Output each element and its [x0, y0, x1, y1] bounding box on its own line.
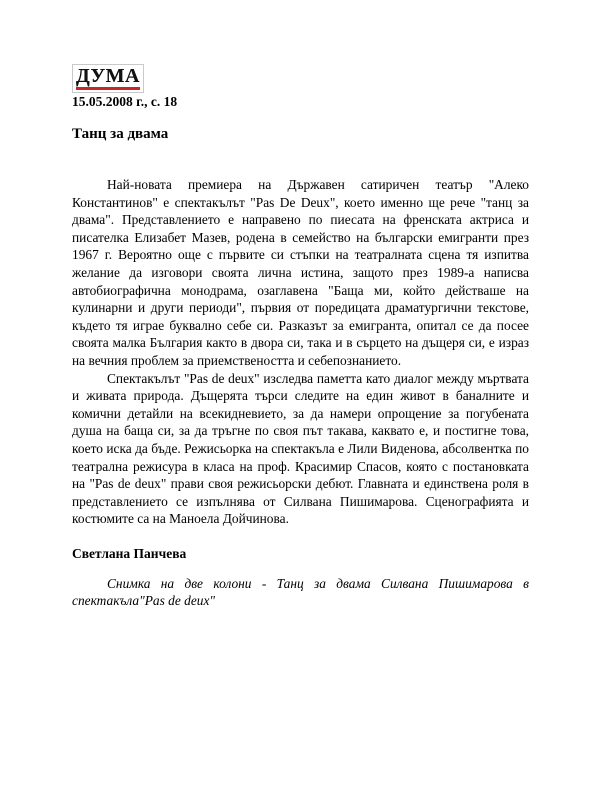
article-body: [72, 176, 529, 528]
article-paragraph: Най-новата премиера на Държавен сатиричен театър "Алеко Константинов" е спектакълът "Pas De Deux", което именно ще рече "танц за двама". Представлението е направено по пиесата на френската актриса и писателка Елизабет Мазев, родена в семейство на български емигранти през 1967 г. Вероятно още с първите си стъпки на театралната сцена тя изпитва желание да изговори своята лична истина, защото през 1989-а написва автобиографична монодрама, озаглавена "Баща ми, който действаше на кулинарни и други периоди", първия от поредицата драматургични текстове, където тя играе буквално себе си. Разказът за емигранта, опитал се да посее своята малка България както в двора си, така и в сърцето на дъщеря си, е израз на вечния проблем за приемствеността и себепознанието.: [72, 177, 529, 368]
article-headline: Танц за двама: [72, 126, 169, 142]
article-paragraph: Спектакълът "Pas de deux" изследва паметта като диалог между мъртвата и живата природа. Дъщерята търси следите на един живот в баналните и комични детайли на всекидневието, за да намери опрощение за погубената душа на баща си, за да тръгне по своя път такава, каквато е, и постигне това, което иска да бъде. Режисьорка на спектакъла е Лили Виденова, абсолвентка по театрална режисура в класа на проф. Красимир Спасов, която с постановката на "Pas de deux" прави своя режисьорски дебют. Главната и единствена роля в представлението се изпълнява от Силвана Пишимарова. Сценографията и костюмите са на Манoела Дойчинова.: [72, 370, 529, 527]
dateline: 15.05.2008 г., с. 18: [72, 94, 178, 109]
article-author: Светлана Панчева: [72, 545, 187, 561]
logo-text: ДУМА: [76, 65, 141, 87]
logo-accent-bar: [76, 87, 140, 90]
photo-caption: Снимка на две колони - Танц за двама Силвана Пишимарова в спектакъла"Pas de deux": [72, 575, 529, 609]
newspaper-logo: [72, 64, 144, 93]
document-page: [72, 64, 529, 610]
